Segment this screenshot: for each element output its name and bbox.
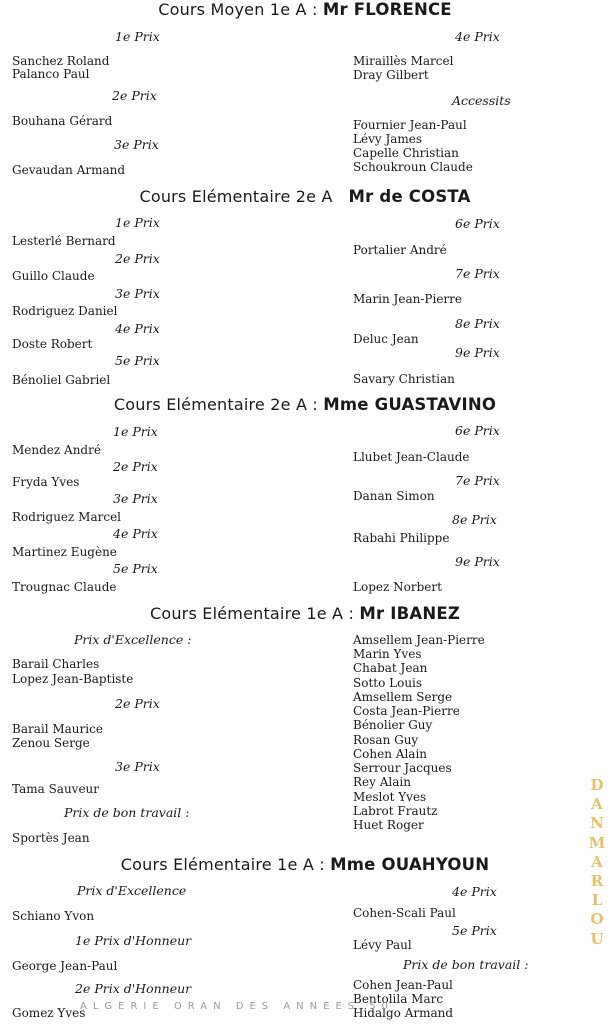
section-heading: [0, 855, 610, 874]
student-name: Zenou Serge: [12, 736, 90, 750]
prize-label: 2e Prix: [113, 459, 158, 474]
section-title: Cours Elémentaire 2e A: [139, 187, 333, 206]
prize-label: 4e Prix: [115, 321, 160, 336]
student-name: Dray Gilbert: [353, 68, 429, 82]
student-name: Huet Roger: [353, 818, 424, 832]
prize-label: Prix de bon travail :: [403, 957, 529, 972]
student-name: Serrour Jacques: [353, 761, 452, 775]
prize-label: 9e Prix: [455, 345, 500, 360]
section-heading: [0, 0, 610, 19]
student-name: Capelle Christian: [353, 146, 459, 160]
student-name: Cohen Alain: [353, 747, 428, 761]
student-name: Amsellem Serge: [353, 690, 453, 704]
student-name: Tama Sauveur: [12, 782, 100, 796]
student-name: Bentolila Marc: [353, 992, 444, 1006]
prize-label: Accessits: [452, 93, 511, 108]
student-name: Amsellem Jean-Pierre: [353, 633, 485, 647]
prize-label: 4e Prix: [455, 29, 500, 44]
prize-label: Prix de bon travail :: [64, 805, 190, 820]
student-name: Fournier Jean-Paul: [353, 118, 467, 132]
student-name: Schiano Yvon: [12, 909, 95, 923]
section-title: Cours Elémentaire 1e A :: [120, 855, 325, 874]
student-name: Bénoliel Gabriel: [12, 373, 111, 387]
student-name: Rosan Guy: [353, 733, 419, 747]
student-name: Rodriguez Daniel: [12, 304, 118, 318]
student-name: Barail Charles: [12, 657, 100, 671]
prize-label: 3e Prix: [115, 759, 160, 774]
prize-label: Prix d'Excellence: [77, 883, 187, 898]
student-name: Miraillès Marcel: [353, 54, 454, 68]
prize-label: 7e Prix: [455, 266, 500, 281]
student-name: Lesterlé Bernard: [12, 234, 116, 248]
prize-label: 1e Prix: [113, 424, 158, 439]
prize-label: 4e Prix: [113, 526, 158, 541]
student-name: Portalier André: [353, 243, 447, 257]
student-name: Marin Jean-Pierre: [353, 292, 462, 306]
prize-label: 4e Prix: [452, 884, 497, 899]
student-name: Lévy Paul: [353, 938, 412, 952]
student-name: Lévy James: [353, 132, 423, 146]
prize-label: 3e Prix: [113, 491, 158, 506]
prize-label: 6e Prix: [455, 216, 500, 231]
prize-label: 3e Prix: [115, 286, 160, 301]
prize-label: 9e Prix: [455, 554, 500, 569]
student-name: Doste Robert: [12, 337, 93, 351]
prize-label: Prix d'Excellence :: [74, 632, 192, 647]
student-name: Martinez Eugène: [12, 545, 117, 559]
section-title: Cours Elémentaire 2e A :: [113, 395, 318, 414]
vertical-watermark: DANMARLOU: [588, 776, 606, 948]
student-name: Sotto Louis: [353, 676, 423, 690]
prize-label: 5e Prix: [452, 923, 497, 938]
bottom-watermark: ALGERIE ORAN DES ANNEES 50: [80, 1001, 395, 1012]
student-name: Guillo Claude: [12, 269, 95, 283]
prize-label: 5e Prix: [113, 561, 158, 576]
student-name: Meslot Yves: [353, 790, 427, 804]
section-teacher: Mme GUASTAVINO: [323, 395, 497, 414]
prize-label: 2e Prix d'Honneur: [75, 981, 192, 996]
prize-label: 1e Prix: [115, 215, 160, 230]
section-heading: [0, 604, 610, 623]
student-name: Palanco Paul: [12, 67, 90, 81]
student-name: Chabat Jean: [353, 661, 428, 675]
section-teacher: Mr FLORENCE: [322, 0, 452, 19]
student-name: Rey Alain: [353, 775, 411, 789]
student-name: Trougnac Claude: [12, 580, 117, 594]
prize-label: 2e Prix: [115, 251, 160, 266]
student-name: Lopez Jean-Baptiste: [12, 672, 134, 686]
student-name: Labrot Frautz: [353, 804, 438, 818]
student-name: Cohen Jean-Paul: [353, 978, 453, 992]
prize-label: 8e Prix: [455, 316, 500, 331]
prize-label: 2e Prix: [115, 696, 160, 711]
student-name: Schoukroun Claude: [353, 160, 473, 174]
prize-label: 6e Prix: [455, 423, 500, 438]
student-name: Lopez Norbert: [353, 580, 442, 594]
student-name: Gevaudan Armand: [12, 163, 126, 177]
section-teacher: Mr IBANEZ: [359, 604, 461, 623]
student-name: Barail Maurice: [12, 722, 103, 736]
student-name: Bénolier Guy: [353, 718, 433, 732]
student-name: Mendez André: [12, 443, 101, 457]
student-name: Fryda Yves: [12, 475, 80, 489]
section-heading: [0, 395, 610, 414]
student-name: Bouhana Gérard: [12, 114, 113, 128]
student-name: Rabahi Philippe: [353, 531, 450, 545]
student-name: Cohen-Scali Paul: [353, 906, 456, 920]
section-teacher: Mme OUAHYOUN: [330, 855, 490, 874]
prize-label: 3e Prix: [114, 137, 159, 152]
prize-label: 2e Prix: [112, 88, 157, 103]
section-title: Cours Moyen 1e A :: [158, 0, 318, 19]
student-name: Costa Jean-Pierre: [353, 704, 460, 718]
student-name: Hidalgo Armand: [353, 1006, 454, 1020]
student-name: Llubet Jean-Claude: [353, 450, 470, 464]
prize-label: 1e Prix d'Honneur: [75, 933, 192, 948]
student-name: Savary Christian: [353, 372, 455, 386]
student-name: George Jean-Paul: [12, 959, 118, 973]
student-name: Gomez Yves: [12, 1006, 86, 1020]
prize-label: 5e Prix: [115, 353, 160, 368]
prize-label: 1e Prix: [115, 29, 160, 44]
student-name: Sanchez Roland: [12, 54, 110, 68]
section-teacher: Mr de COSTA: [348, 187, 471, 206]
section-title: Cours Elémentaire 1e A :: [149, 604, 355, 623]
student-name: Sportès Jean: [12, 831, 90, 845]
student-name: Danan Simon: [353, 489, 435, 503]
prize-label: 8e Prix: [452, 512, 497, 527]
student-name: Rodriguez Marcel: [12, 510, 122, 524]
prize-label: 7e Prix: [455, 473, 500, 488]
student-name: Deluc Jean: [353, 332, 419, 346]
student-name: Marin Yves: [353, 647, 422, 661]
section-heading: [0, 187, 610, 206]
